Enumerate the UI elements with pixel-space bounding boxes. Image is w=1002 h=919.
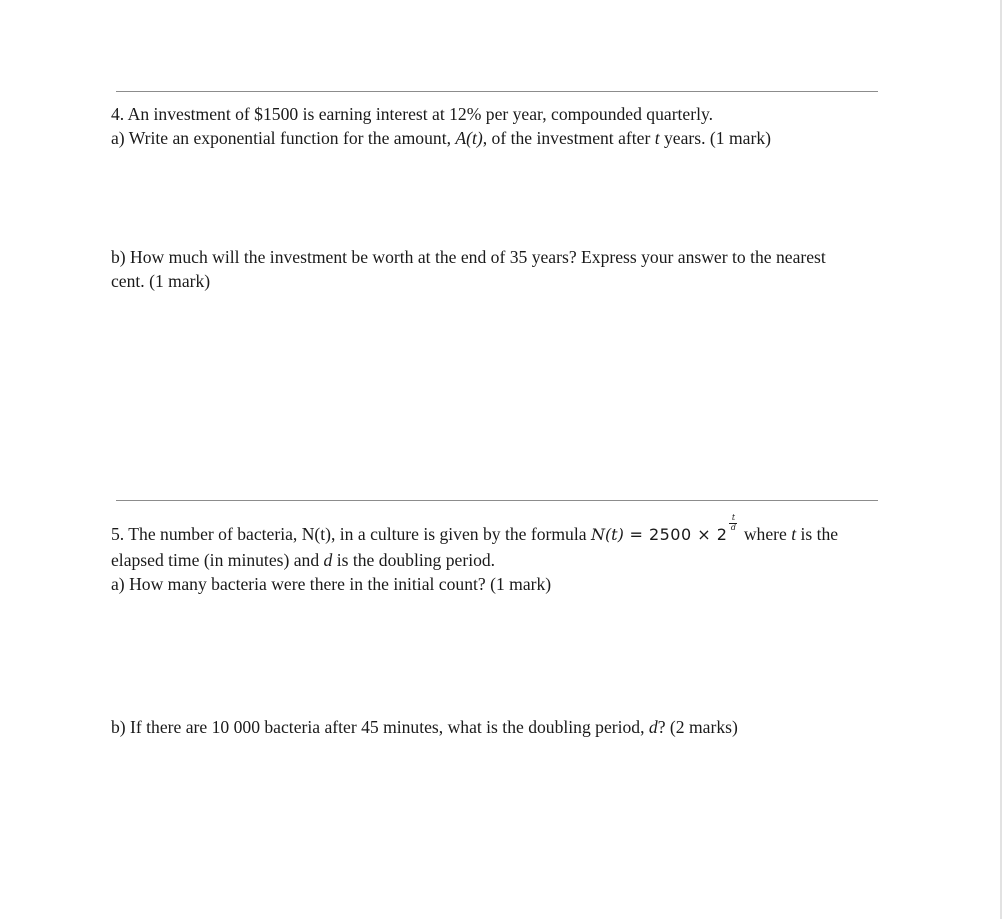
q5-line2-text-2: is the doubling period. — [332, 550, 496, 570]
q5-stem-line2 — [111, 548, 495, 572]
q4-a-text-3: years. (1 mark) — [659, 128, 771, 148]
q4-a-variable: t — [654, 128, 660, 148]
divider-middle — [116, 500, 878, 501]
q5-part-b — [111, 715, 738, 739]
q4-stem: 4. An investment of $1500 is earning interest at 12% per year, compounded quarterly. — [111, 104, 714, 124]
q5-line2-text-1: elapsed time (in minutes) and — [111, 550, 324, 570]
q4-part-a — [111, 126, 771, 150]
q5-b-text-2: ? (2 marks) — [657, 717, 738, 737]
q5-part-a: a) How many bacteria were there in the initial count? (1 mark) — [111, 574, 552, 594]
q5-stem — [111, 513, 839, 547]
q4-a-text-1: a) Write an exponential function for the amount, — [111, 128, 456, 148]
q4-part-b-line1: b) How much will the investment be worth at the end of 35 years? Express your answer to the nearest — [111, 247, 826, 267]
q5-stem-text: 5. The number of bacteria, N(t), in a culture is given by the formula — [111, 524, 591, 544]
exponent-numerator: t — [731, 513, 736, 522]
divider-top — [116, 91, 878, 92]
exponent-denominator: d — [730, 523, 736, 532]
q5-formula-lhs: N(t) — [590, 525, 624, 544]
q5-b-text-1: b) If there are 10 000 bacteria after 45 minutes, what is the doubling period, — [111, 717, 649, 737]
q5-formula-exponent — [727, 513, 739, 546]
q5-stem-text-2: where — [739, 524, 792, 544]
q4-part-b-line2: cent. (1 mark) — [111, 271, 211, 291]
q5-stem-variable-t: t — [791, 524, 797, 544]
q4-a-function: A(t) — [455, 128, 483, 148]
q5-formula-rhs: = 2500 × 2 — [623, 525, 728, 544]
q5-stem-text-3: is the — [796, 524, 839, 544]
q4-a-text-2: , of the investment after — [482, 128, 655, 148]
q5-b-variable-d: d — [648, 717, 658, 737]
q5-line2-variable-d: d — [323, 550, 333, 570]
